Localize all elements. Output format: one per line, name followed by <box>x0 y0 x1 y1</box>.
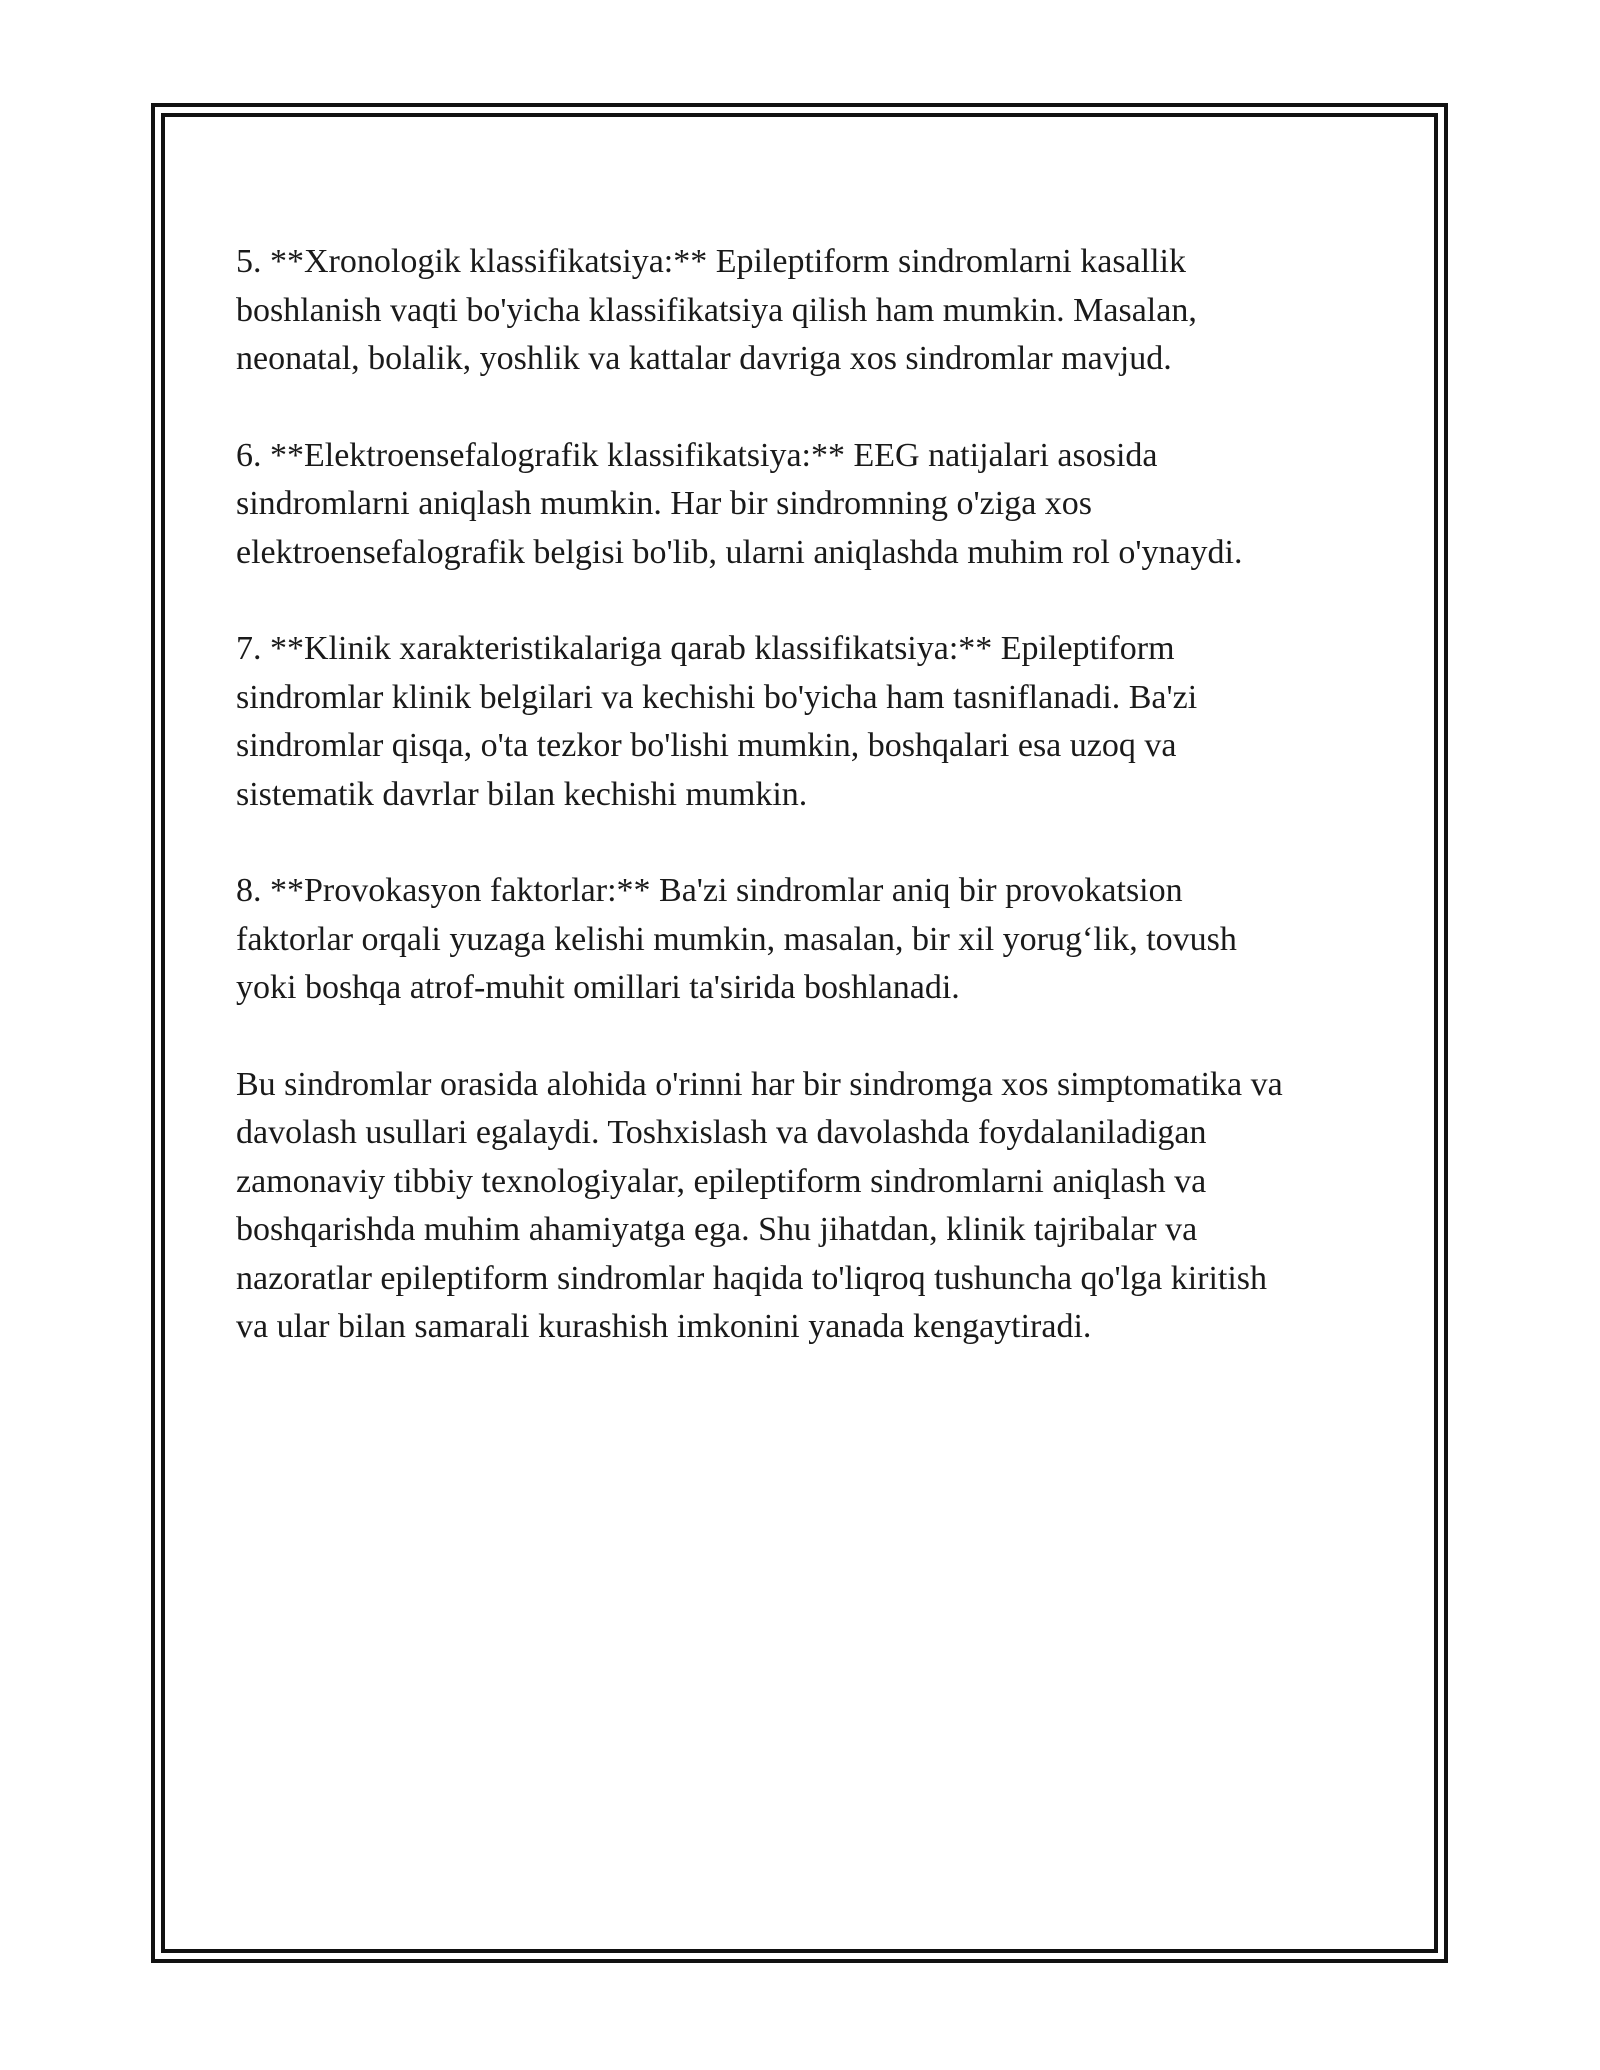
text-line: 7. **Klinik xarakteristikalariga qarab klassifikatsiya:** Epileptiform <box>236 630 1175 667</box>
text-line: zamonaviy tibbiy texnologiyalar, epileptiform sindromlarni aniqlash va <box>236 1162 1207 1200</box>
text-line: Bu sindromlar orasida alohida o'rinni har bir sindromga xos simptomatika va <box>236 1065 1283 1103</box>
paragraph-elektroensefalografik <box>236 432 1376 578</box>
text-line: neonatal, bolalik, yoshlik va kattalar davriga xos sindromlar mavjud. <box>236 340 1172 377</box>
text-line: sindromlarni aniqlash mumkin. Har bir sindromning o'ziga xos <box>236 485 1093 522</box>
text-line: nazoratlar epileptiform sindromlar haqida to'liqroq tushuncha qo'lga kiritish <box>236 1259 1268 1297</box>
text-line: va ular bilan samarali kurashish imkonini yanada kengaytiradi. <box>236 1308 1092 1345</box>
paragraph-conclusion <box>236 1061 1376 1352</box>
text-line: elektroensefalografik belgisi bo'lib, ularni aniqlashda muhim rol o'ynaydi. <box>236 533 1243 571</box>
text-line: sindromlar klinik belgilari va kechishi bo'yicha ham tasniflanadi. Ba'zi <box>236 678 1198 716</box>
text-line: boshlanish vaqti bo'yicha klassifikatsiya qilish ham mumkin. Masalan, <box>236 291 1197 329</box>
text-line: 6. **Elektroensefalografik klassifikatsiya:** EEG natijalari asosida <box>236 436 1158 474</box>
text-line: boshqarishda muhim ahamiyatga ega. Shu jihatdan, klinik tajribalar va <box>236 1211 1198 1248</box>
text-line: 5. **Xronologik klassifikatsiya:** Epileptiform sindromlarni kasallik <box>236 243 1186 280</box>
text-line: faktorlar orqali yuzaga kelishi mumkin, masalan, bir xil yorug‘lik, tovush <box>236 920 1237 958</box>
document-body <box>236 238 1376 1400</box>
text-line: yoki boshqa atrof-muhit omillari ta'sirida boshlanadi. <box>236 969 960 1006</box>
text-line: sistematik davrlar bilan kechishi mumkin. <box>236 775 808 813</box>
text-line: 8. **Provokasyon faktorlar:** Ba'zi sindromlar aniq bir provokatsion <box>236 872 1183 909</box>
paragraph-xronologik <box>236 238 1376 384</box>
paragraph-provokasyon <box>236 867 1376 1013</box>
text-line: sindromlar qisqa, o'ta tezkor bo'lishi mumkin, boshqalari esa uzoq va <box>236 727 1177 764</box>
paragraph-klinik <box>236 625 1376 819</box>
text-line: davolash usullari egalaydi. Toshxislash va davolashda foydalaniladigan <box>236 1114 1207 1151</box>
